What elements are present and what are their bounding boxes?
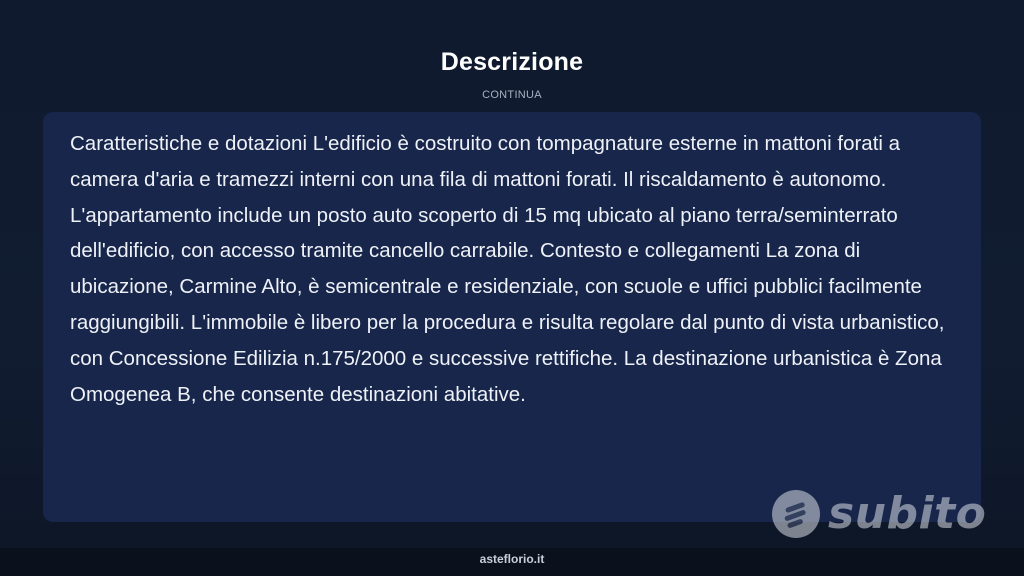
- subito-wordmark: subito: [828, 488, 987, 539]
- continue-label: CONTINUA: [482, 89, 542, 101]
- subito-watermark: [772, 490, 986, 538]
- footer-site-link[interactable]: asteflorio.it: [479, 552, 545, 566]
- description-text: Caratteristiche e dotazioni L'edificio è costruito con tompagnature esterne in mattoni forati a camera d'aria e tramezzi interni con una fila di mattoni forati. Il riscaldamento è autonomo. L'appartamento include un posto auto scoperto di 15 mq ubicato al piano terra/seminterrato dell'edificio, con accesso tramite cancello carrabile. Contesto e collegamenti La zona di ubicazione, Carmine Alto, è semicentrale e residenziale, con scuole e uffici pubblici facilmente raggiungibili. L'immobile è libero per la procedura e risulta regolare dal punto di vista urbanistico, con Concessione Edilizia n.175/2000 e successive rettifiche. La destinazione urbanistica è Zona Omogenea B, che consente destinazioni abitative.: [70, 132, 945, 406]
- description-card: [43, 112, 981, 522]
- subito-logo-icon: [772, 490, 820, 538]
- page-title: Descrizione: [440, 48, 584, 76]
